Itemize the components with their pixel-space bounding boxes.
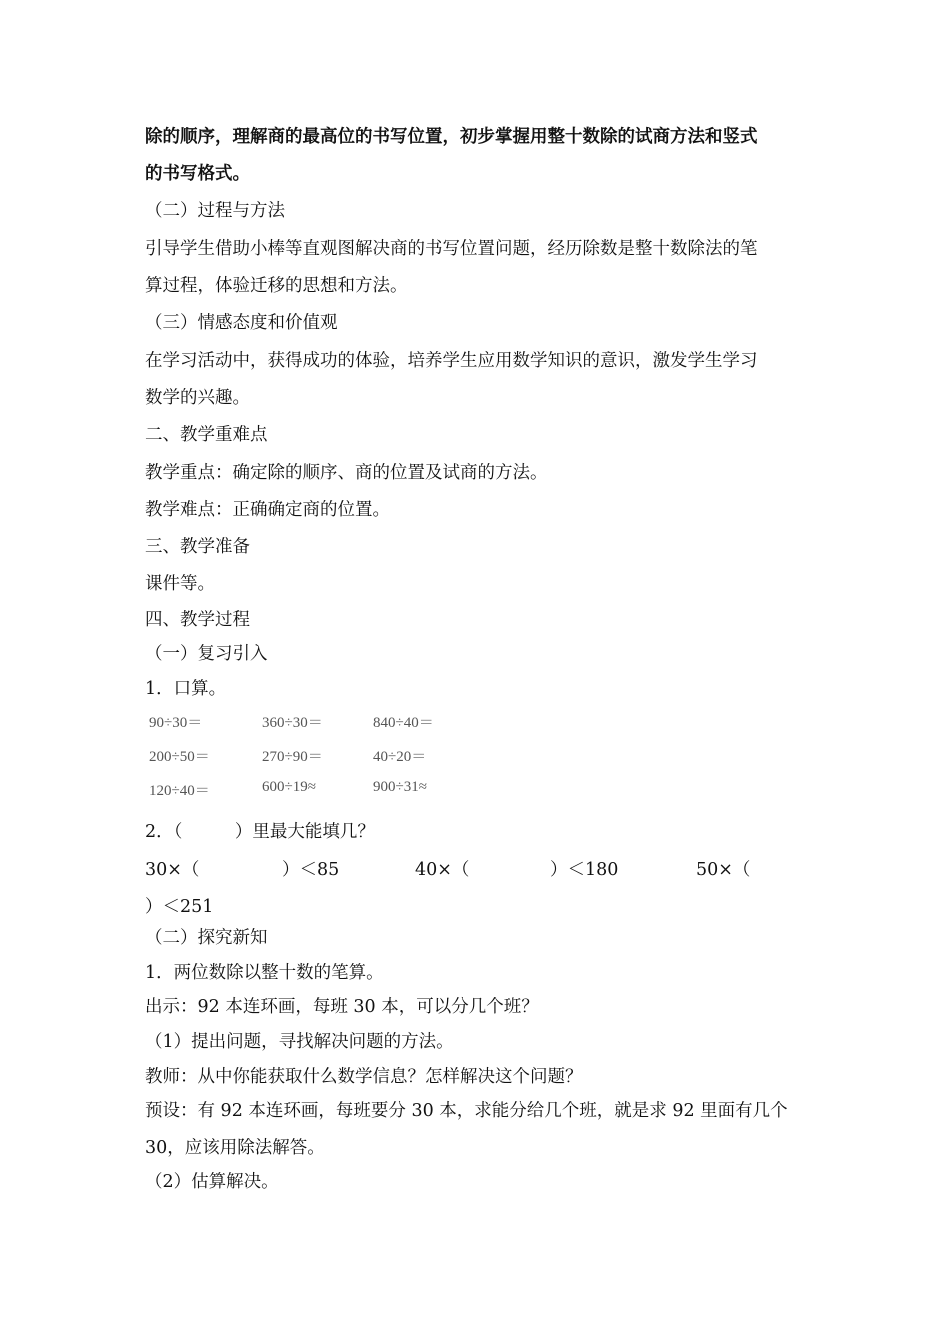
calc-item: 900÷31≈	[373, 779, 427, 795]
key-focus: 教学重点：确定除的顺序、商的位置及试商的方法。	[145, 463, 548, 483]
preset-line-1: 预设：有 92 本连环画，每班要分 30 本，求能分给几个班，就是求 92 里面有几个	[145, 1101, 788, 1121]
emotion-line-1: 在学习活动中，获得成功的体验，培养学生应用数学知识的意识，激发学生学习	[145, 351, 758, 371]
calc-item: 200÷50＝	[149, 749, 210, 765]
blank-expression-left: 40×（	[415, 860, 470, 880]
blank-expression-left: 30×（	[145, 860, 200, 880]
objective-line-1: 除的顺序，理解商的最高位的书写位置，初步掌握用整十数除的试商方法和竖式	[145, 127, 758, 147]
calc-item: 360÷30＝	[262, 715, 323, 731]
blank-expression-right: ）＜251	[145, 897, 214, 917]
preset-line-2: 30，应该用除法解答。	[145, 1138, 325, 1158]
preparation-text: 课件等。	[145, 574, 215, 594]
explore-item-1: 1．两位数除以整十数的笔算。	[145, 963, 384, 983]
problem-statement: 出示：92 本连环画，每班 30 本，可以分几个班？	[145, 997, 539, 1017]
emotion-line-2: 数学的兴趣。	[145, 388, 250, 408]
calc-item: 90÷30＝	[149, 715, 203, 731]
calc-item: 600÷19≈	[262, 779, 316, 795]
oral-calc-title: 1．口算。	[145, 679, 227, 699]
subsection-review: （一）复习引入	[145, 644, 268, 664]
calc-item: 270÷90＝	[262, 749, 323, 765]
process-line-2: 算过程，体验迁移的思想和方法。	[145, 276, 408, 296]
section-heading-process-steps: 四、教学过程	[145, 610, 250, 630]
section-heading-emotion: （三）情感态度和价值观	[145, 313, 338, 333]
calc-item: 120÷40＝	[149, 783, 210, 799]
key-difficulty: 教学难点：正确确定商的位置。	[145, 500, 390, 520]
step-2: （2）估算解决。	[145, 1172, 279, 1192]
calc-item: 40÷20＝	[373, 749, 427, 765]
section-heading-preparation: 三、教学准备	[145, 537, 250, 557]
fill-blank-title: 2．（ ）里最大能填几？	[145, 822, 375, 842]
section-heading-key-points: 二、教学重难点	[145, 425, 268, 445]
calc-item: 840÷40＝	[373, 715, 434, 731]
teacher-question: 教师：从中你能获取什么数学信息？怎样解决这个问题？	[145, 1067, 583, 1087]
process-line-1: 引导学生借助小棒等直观图解决商的书写位置问题，经历除数是整十数除法的笔	[145, 239, 758, 259]
section-heading-process: （二）过程与方法	[145, 201, 285, 221]
step-1: （1）提出问题，寻找解决问题的方法。	[145, 1032, 454, 1052]
objective-line-2: 的书写格式。	[145, 164, 250, 184]
blank-expression-left: 50×（	[696, 860, 751, 880]
blank-expression-right: ）＜180	[550, 860, 619, 880]
subsection-explore: （二）探究新知	[145, 928, 268, 948]
blank-expression-right: ）＜85	[282, 860, 340, 880]
